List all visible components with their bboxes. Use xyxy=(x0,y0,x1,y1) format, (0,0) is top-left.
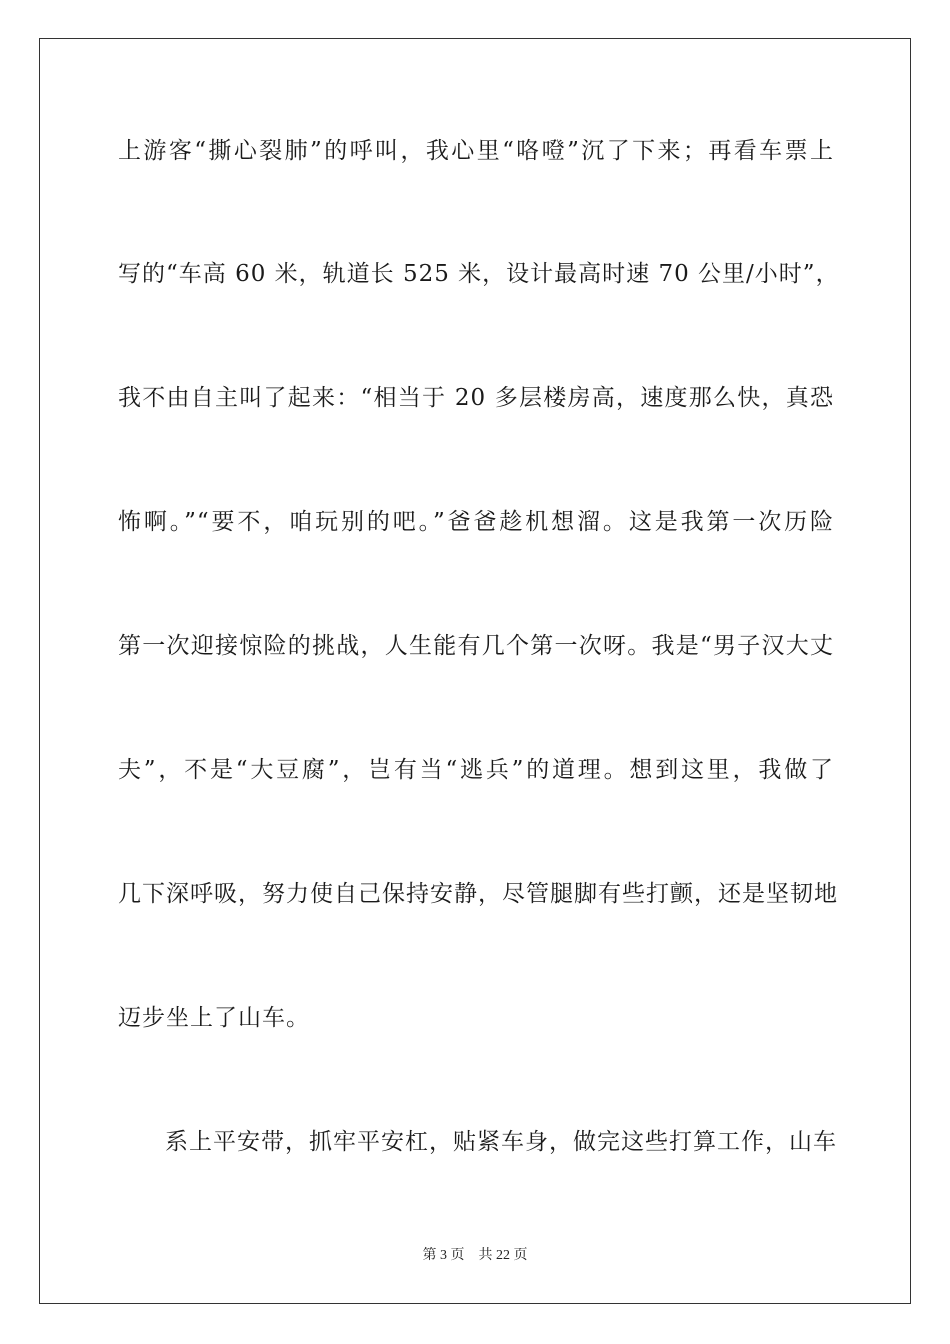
page-border xyxy=(39,38,911,1304)
paragraph-line: 几下深呼吸，努力使自己保持安静，尽管腿脚有些打颤，还是坚韧地 xyxy=(118,881,838,907)
paragraph-line: 上游客“撕心裂肺”的呼叫，我心里“咯噔”沉了下来；再看车票上 xyxy=(118,138,834,164)
paragraph-line: 迈步坐上了山车。 xyxy=(118,1005,310,1031)
paragraph-line: 夫”，不是“大豆腐”，岂有当“逃兵”的道理。想到这里，我做了 xyxy=(118,757,834,783)
paragraph-line: 系上平安带，抓牢平安杠，贴紧车身，做完这些打算工作，山车 xyxy=(165,1129,837,1155)
paragraph-line: 写的“车高 60 米，轨道长 525 米，设计最高时速 70 公里/小时”， xyxy=(118,261,840,287)
page-number-footer: 第 3 页 共 22 页 xyxy=(422,1248,528,1263)
paragraph-line: 怖啊。”“要不，咱玩别的吧。”爸爸趁机想溜。这是我第一次历险 xyxy=(118,509,834,535)
paragraph-line: 第一次迎接惊险的挑战，人生能有几个第一次呀。我是“男子汉大丈 xyxy=(118,633,834,659)
paragraph-line: 我不由自主叫了起来：“相当于 20 多层楼房高，速度那么快，真恐 xyxy=(118,385,834,411)
